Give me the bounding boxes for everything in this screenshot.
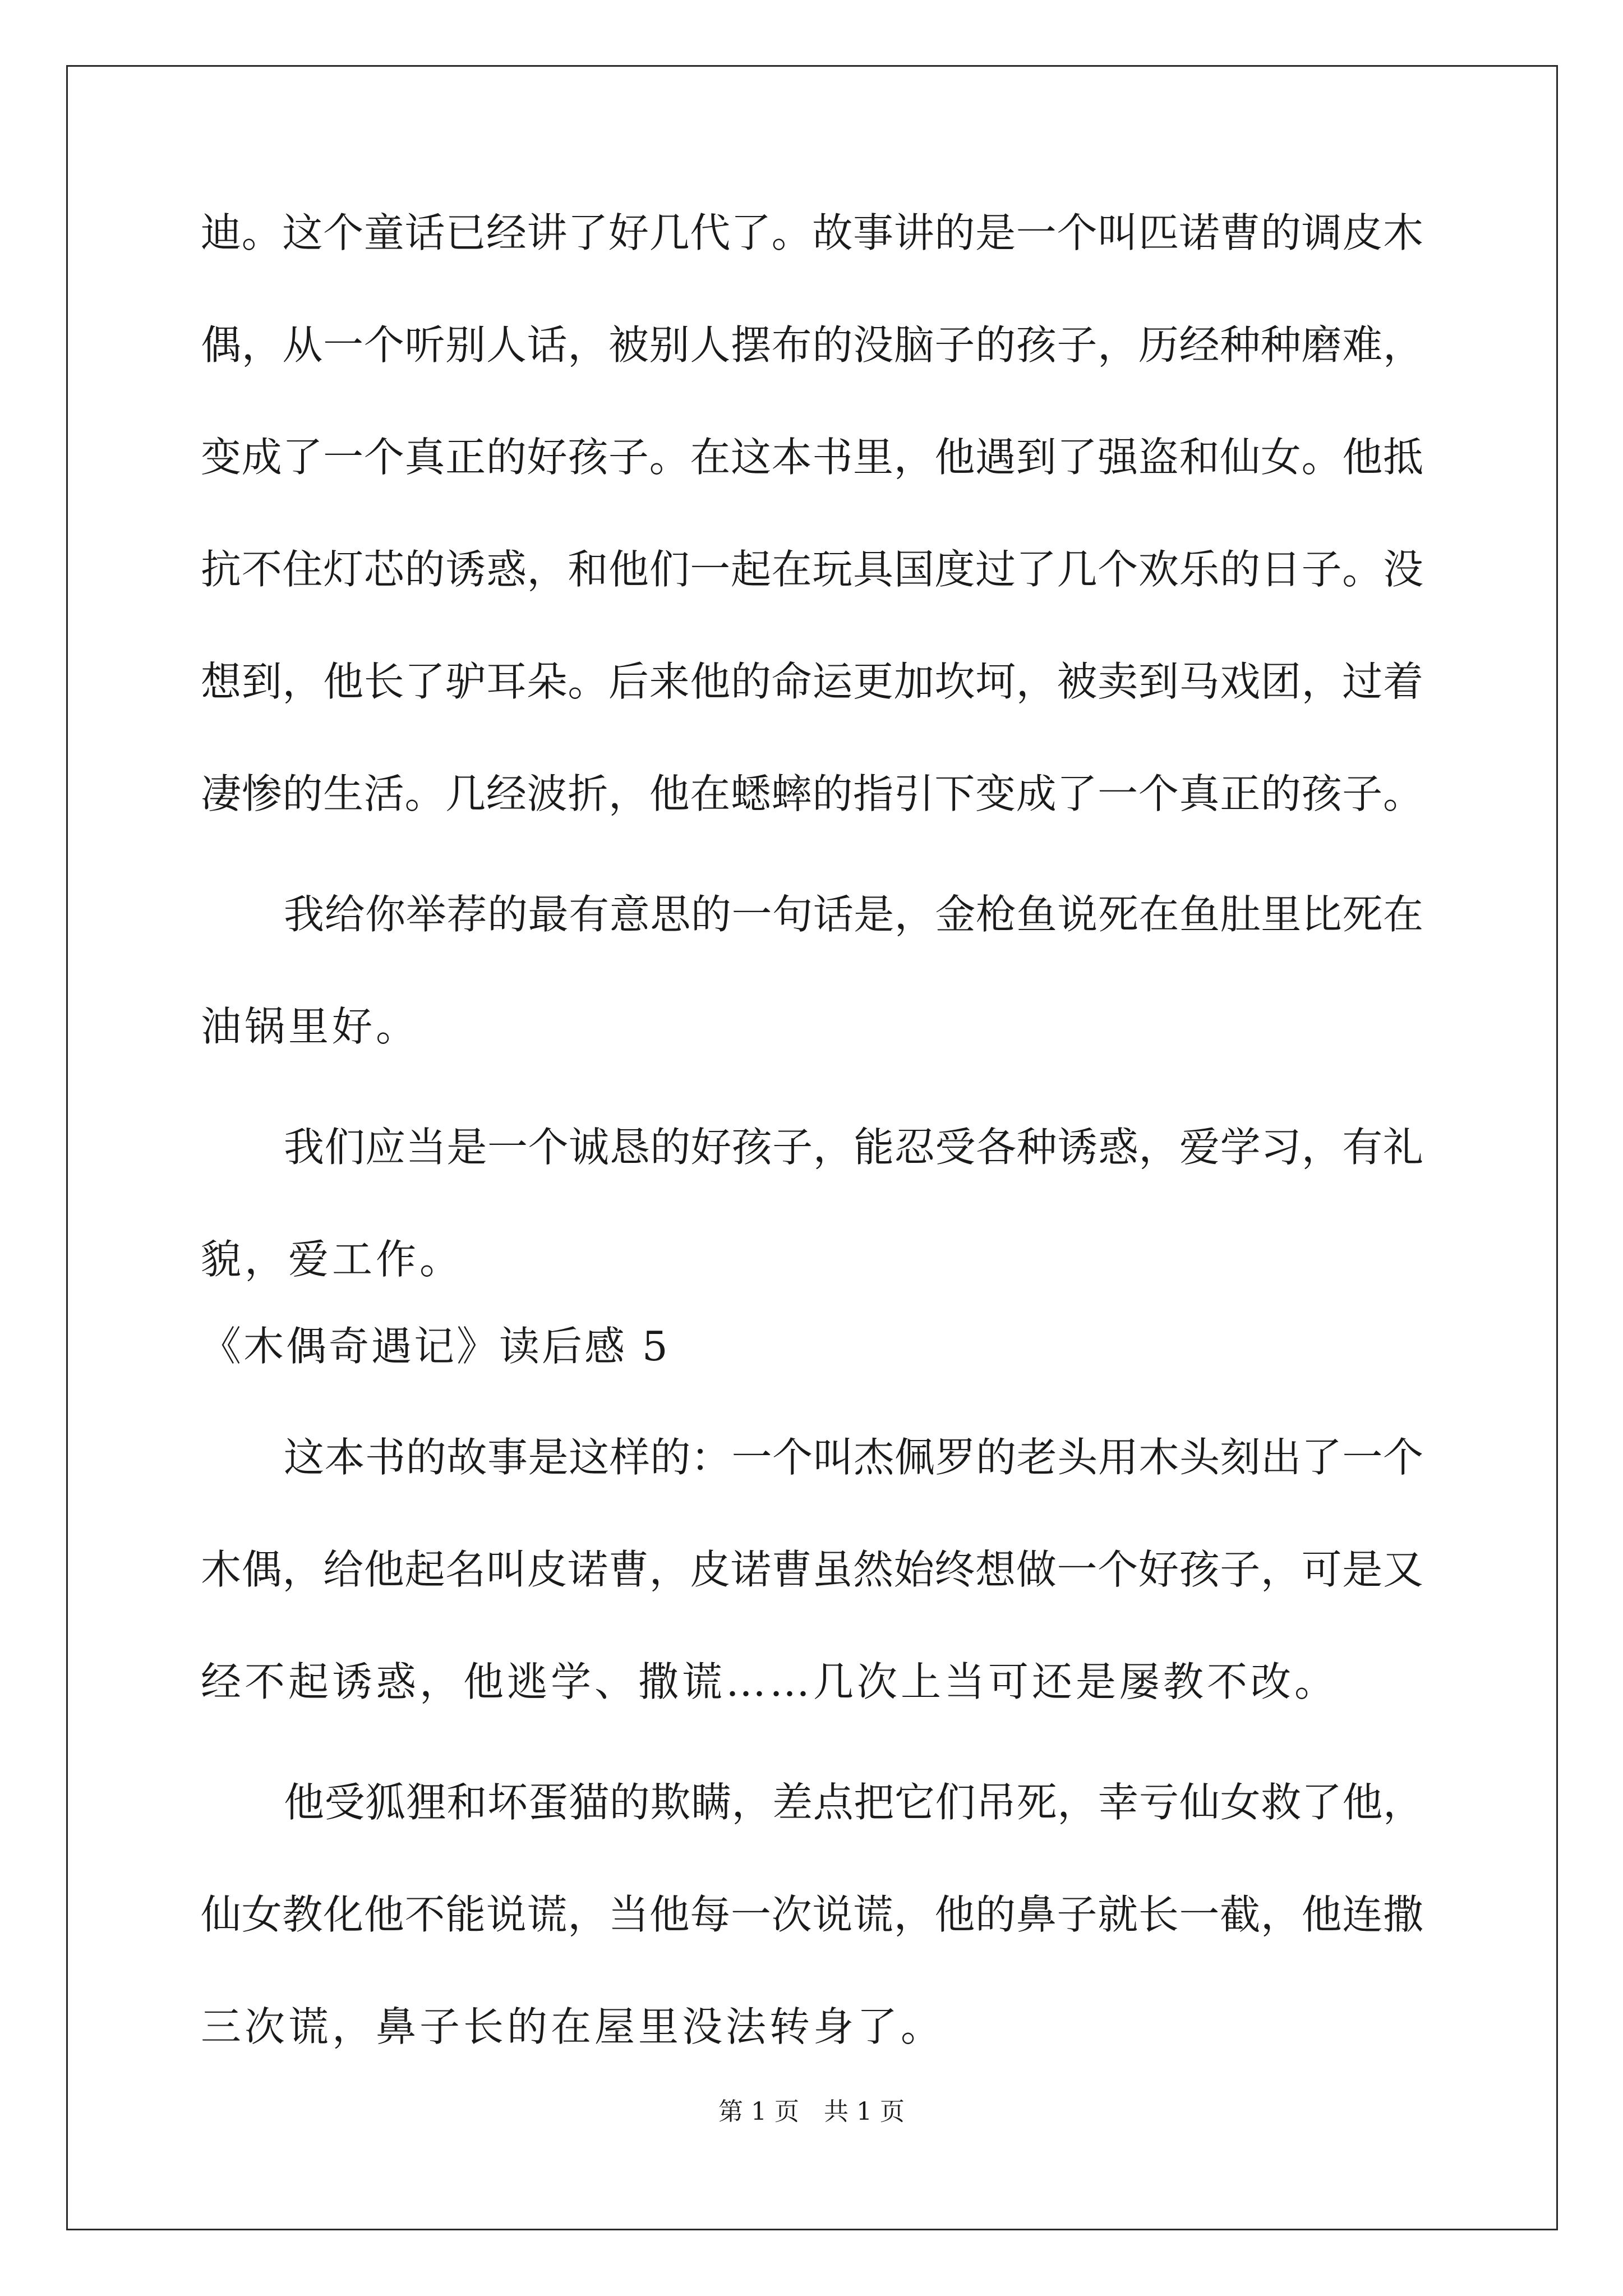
body-text-line: 偶，从一个听别人话，被别人摆布的没脑子的孩子，历经种种磨难， [201, 321, 1423, 369]
body-text-line: 凄惨的生活。几经波折，他在蟋蟀的指引下变成了一个真正的孩子。 [201, 770, 1423, 817]
page-number-footer: 第 1 页 共 1 页 [718, 2097, 905, 2126]
body-text-line: 变成了一个真正的好孩子。在这本书里，他遇到了强盗和仙女。他抵 [201, 434, 1423, 481]
body-text-line: 他受狐狸和坏蛋猫的欺瞒，差点把它们吊死，幸亏仙女救了他， [284, 1779, 1423, 1826]
body-text-line: 仙女教化他不能说谎，当他每一次说谎，他的鼻子就长一截，他连撒 [201, 1891, 1423, 1938]
section-heading: 《木偶奇遇记》读后感 5 [201, 1323, 670, 1370]
body-text-line: 迪。这个童话已经讲了好几代了。故事讲的是一个叫匹诺曹的调皮木 [201, 209, 1423, 256]
body-text-line: 抗不住灯芯的诱惑，和他们一起在玩具国度过了几个欢乐的日子。没 [201, 546, 1423, 593]
body-text-line: 油锅里好。 [201, 1003, 420, 1050]
body-text-line: 三次谎，鼻子长的在屋里没法转身了。 [201, 2003, 945, 2050]
body-text-line: 我们应当是一个诚恳的好孩子，能忍受各种诱惑，爱学习，有礼 [284, 1124, 1423, 1171]
body-text-line: 貌，爱工作。 [201, 1236, 464, 1283]
body-text-line: 想到，他长了驴耳朵。后来他的命运更加坎坷，被卖到马戏团，过着 [201, 658, 1423, 705]
body-text-line: 这本书的故事是这样的：一个叫杰佩罗的老头用木头刻出了一个 [284, 1434, 1423, 1481]
body-text-line: 木偶，给他起名叫皮诺曹，皮诺曹虽然始终想做一个好孩子，可是又 [201, 1546, 1423, 1593]
body-text-line: 经不起诱惑，他逃学、撒谎……几次上当可还是屡教不改。 [201, 1658, 1339, 1705]
body-text-line: 我给你举荐的最有意思的一句话是，金枪鱼说死在鱼肚里比死在 [284, 891, 1423, 938]
